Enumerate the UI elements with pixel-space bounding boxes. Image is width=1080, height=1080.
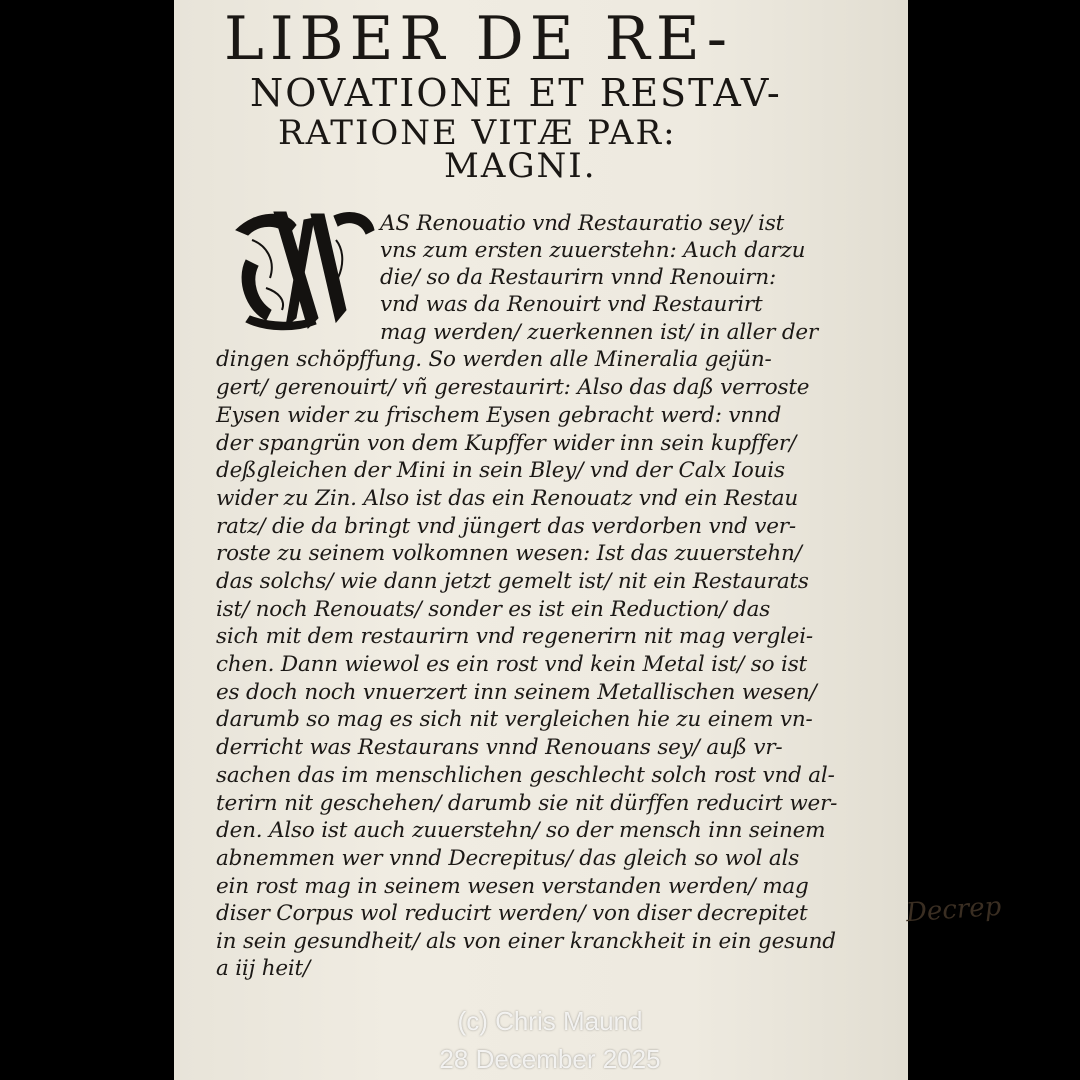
decorated-initial-icon	[226, 200, 376, 335]
text-line: sachen das im menschlichen geschlecht solch rost vnd al-	[216, 763, 835, 788]
text-line: a iij heit/	[216, 956, 311, 981]
text-line: die/ so da Restaurirn vnnd Renouirn:	[380, 265, 777, 290]
text-line: mag werden/ zuerkennen ist/ in aller der	[380, 320, 818, 345]
text-line: AS Renouatio vnd Restauratio sey/ ist	[380, 211, 785, 236]
text-line: Eysen wider zu frischem Eysen gebracht werd: vnnd	[216, 403, 782, 428]
margin-note: Decrep	[905, 891, 1003, 929]
title-line-2: NOVATIONE ET RESTAV-	[250, 71, 782, 115]
watermark-date: 28 December 2025	[439, 1044, 661, 1074]
title-line-1: LIBER DE RE-	[224, 4, 734, 74]
text-line: ratz/ die da bringt vnd jüngert das verdorben vnd ver-	[216, 514, 796, 539]
text-line: darumb so mag es sich nit vergleichen hie zu einem vn-	[216, 707, 813, 732]
text-line: dingen schöpffung. So werden alle Mineralia gejün-	[216, 347, 772, 372]
text-line: vns zum ersten zuuerstehn: Auch darzu	[380, 238, 806, 263]
text-line: in sein gesundheit/ als von einer kranckheit in ein gesund	[216, 929, 836, 954]
text-line: wider zu Zin. Also ist das ein Renouatz vnd ein Restau	[216, 486, 799, 511]
text-line: deßgleichen der Mini in sein Bley/ vnd der Calx Iouis	[216, 458, 785, 483]
book-page	[174, 0, 908, 1080]
text-line: derricht was Restaurans vnnd Renouans sey/ auß vr-	[216, 735, 783, 760]
text-line: vnd was da Renouirt vnd Restaurirt	[380, 292, 763, 317]
text-line: ist/ noch Renouats/ sonder es ist ein Reduction/ das	[216, 597, 771, 622]
watermark-credit: (c) Chris Maund	[457, 1006, 643, 1036]
text-line: es doch noch vnuerzert inn seinem Metallischen wesen/	[216, 680, 817, 705]
text-line: abnemmen wer vnnd Decrepitus/ das gleich so wol als	[216, 846, 800, 871]
title-line-3: RATIONE VITÆ PAR:	[278, 113, 677, 153]
text-line: den. Also ist auch zuuerstehn/ so der mensch inn seinem	[216, 818, 826, 843]
text-line: diser Corpus wol reducirt werden/ von diser decrepitet	[216, 901, 808, 926]
title-line-4: MAGNI.	[444, 146, 597, 186]
text-line: das solchs/ wie dann jetzt gemelt ist/ nit ein Restaurats	[216, 569, 809, 594]
text-line: terirn nit geschehen/ darumb sie nit dürffen reducirt wer-	[216, 791, 838, 816]
text-line: roste zu seinem volkomnen wesen: Ist das zuuerstehn/	[216, 541, 802, 566]
text-line: ein rost mag in seinem wesen verstanden werden/ mag	[216, 874, 809, 899]
text-line: sich mit dem restaurirn vnd regenerirn nit mag verglei-	[216, 624, 813, 649]
text-line: chen. Dann wiewol es ein rost vnd kein Metal ist/ so ist	[216, 652, 807, 677]
text-line: der spangrün von dem Kupffer wider inn sein kupffer/	[216, 431, 797, 456]
text-line: gert/ gerenouirt/ vñ gerestaurirt: Also das daß verroste	[216, 375, 810, 400]
watermark	[390, 1002, 710, 1078]
